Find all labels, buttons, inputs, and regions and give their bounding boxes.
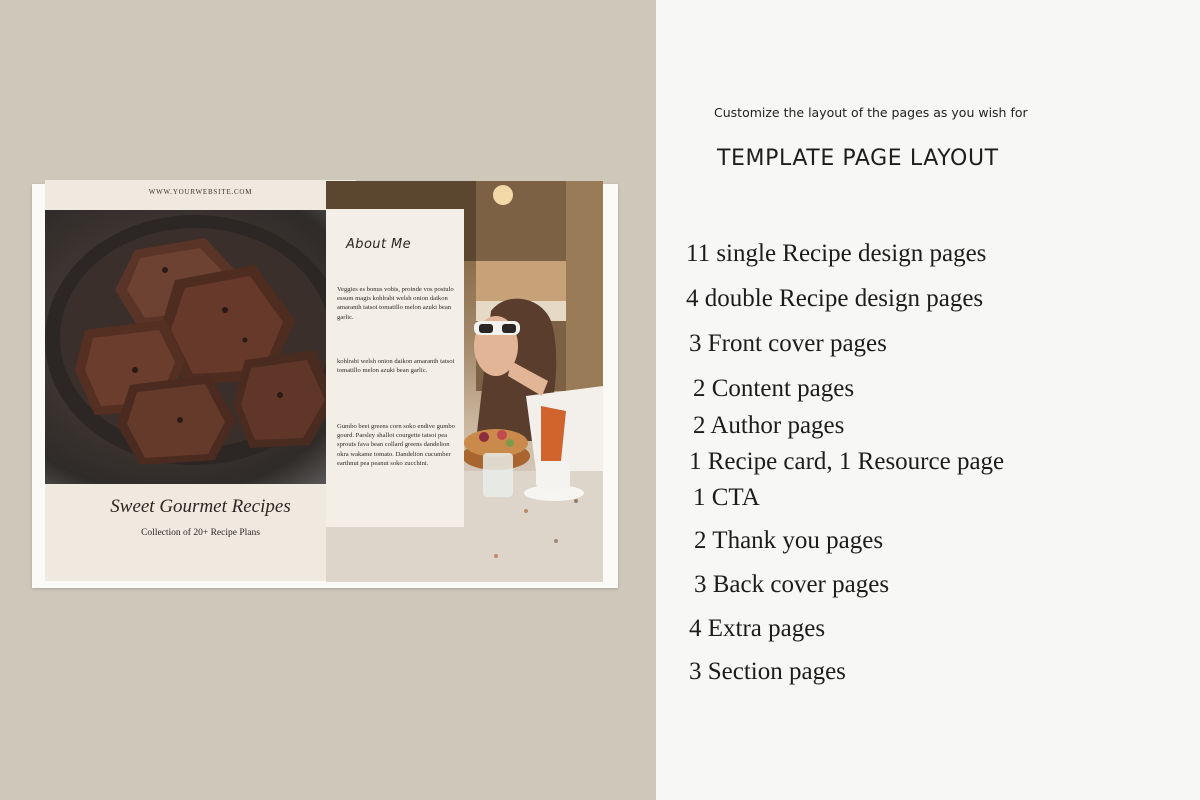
cover-page — [45, 180, 356, 581]
feature-item: 3 Front cover pages — [689, 330, 887, 357]
about-paragraph: Veggies es bonus vobis, proinde vos postulo essum magis kohlrabi welsh onion daikon amaranth tatsoi tomatillo melon azuki bean garlic. — [337, 286, 454, 321]
about-card — [326, 209, 464, 527]
feature-item: 4 Extra pages — [689, 615, 826, 642]
open-book-mockup — [32, 184, 618, 588]
feature-item: 1 CTA — [693, 484, 760, 511]
feature-item: 2 Content pages — [693, 375, 855, 402]
feature-item: 3 Section pages — [689, 658, 846, 685]
feature-item: 4 double Recipe design pages — [686, 285, 984, 312]
feature-item: 2 Author pages — [693, 412, 845, 439]
about-paragraph: kohlrabi welsh onion daikon amaranth tatsoi tomatillo melon azuki bean garlic. — [337, 358, 455, 375]
cover-title: Sweet Gourmet Recipes — [110, 496, 291, 517]
layout-heading: TEMPLATE PAGE LAYOUT — [717, 146, 999, 171]
feature-item: 1 Recipe card, 1 Resource page — [689, 448, 1005, 475]
intro-text: Customize the layout of the pages as you wish for — [714, 105, 1028, 120]
feature-item: 2 Thank you pages — [694, 527, 884, 554]
brownies-photo — [45, 210, 356, 484]
website-url: WWW.YOURWEBSITE.COM — [148, 188, 253, 196]
cover-subtitle: Collection of 20+ Recipe Plans — [141, 528, 260, 538]
feature-item: 3 Back cover pages — [694, 571, 890, 598]
about-page — [326, 181, 603, 582]
feature-item: 11 single Recipe design pages — [686, 240, 987, 267]
about-paragraph: Gumbo beet greens corn soko endive gumbo gourd. Parsley shallot courgette tatsoi pea sprouts fava bean collard greens dandelion okra wakame tomato. Dandelion cucumber earthnut pea peanut soko zucchini. — [337, 423, 455, 467]
about-title: About Me — [346, 237, 411, 252]
